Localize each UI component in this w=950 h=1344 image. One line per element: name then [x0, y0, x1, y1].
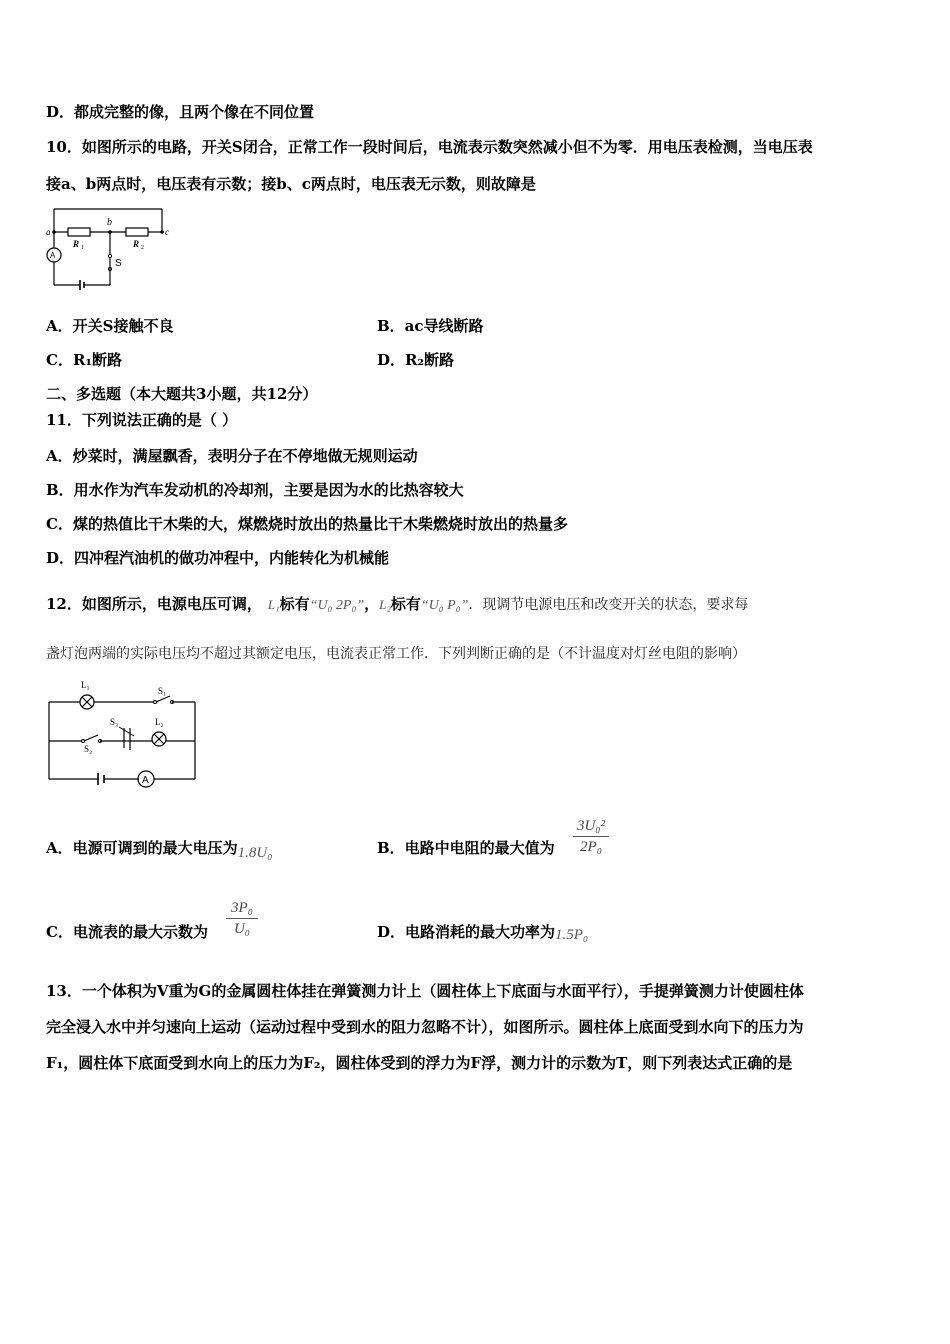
q13-line3: F₁，圆柱体下底面受到水向上的压力为F₂，圆柱体受到的浮力为F浮，测力计的示数为T，则下列表达式正确的是 [46, 1054, 793, 1072]
q12-option-c[interactable] [46, 922, 208, 942]
q10-option-b[interactable]: B．ac导线断路 [377, 317, 484, 335]
q10-label-r2: R [133, 239, 140, 249]
q12-label-s1: S₁ [158, 686, 167, 696]
q12-stem-suffix: ．现调节电源电压和改变开关的状态，要求每 [468, 597, 749, 613]
q10-label-b: b [107, 217, 112, 228]
q12-label-text-2: 标有 [390, 595, 421, 613]
q12-option-a-math: 1.8U₀ [237, 845, 273, 861]
q12-rating2: “U₀ P₀” [420, 598, 469, 613]
q12-l1: L₁ [267, 597, 280, 612]
q12-option-d[interactable] [377, 922, 588, 943]
q11-stem: 11．下列说法正确的是（ ） [46, 411, 238, 429]
q12-label-l1: L₁ [81, 680, 90, 690]
q12-ammeter-label: A [142, 775, 149, 786]
q12-option-c-denominator: U₀ [233, 921, 251, 937]
q10-switch-label: S [115, 258, 122, 269]
q10-stem-line1: 10．如图所示的电路，开关S闭合，正常工作一段时间后，电流表示数突然减小但不为零．用电压表检测，当电压表 [46, 138, 813, 156]
q13-line1: 13．一个体积为V重为G的金属圆柱体挂在弹簧测力计上（圆柱体上下底面与水面平行），手提弹簧测力计使圆柱体 [46, 982, 804, 1000]
q9-option-d[interactable]: D．都成完整的像，且两个像在不同位置 [46, 103, 315, 121]
q10-circuit-diagram [44, 203, 179, 293]
q12-option-d-text: D．电路消耗的最大功率为 [377, 923, 556, 941]
q12-option-d-math: 1.5P₀ [555, 927, 589, 943]
q10-ammeter-label: A [50, 251, 56, 260]
q10-label-r1: R [73, 239, 80, 249]
q12-option-c-text: C．电流表的最大示数为 [46, 923, 208, 941]
q12-label-text-1: 标有 [279, 595, 310, 613]
q12-label-s3: S₃ [110, 717, 119, 727]
q12-s3-blade [119, 727, 134, 736]
q12-option-b-denominator: 2P₀ [580, 839, 602, 855]
q11-option-b[interactable]: B．用水作为汽车发动机的冷却剂，主要是因为水的比热容较大 [46, 481, 464, 499]
q10-label-a: a [46, 227, 51, 237]
q10-label-r2-sub: 2 [141, 245, 144, 251]
q12-option-a[interactable] [46, 838, 272, 859]
q12-label-s2: S₂ [84, 744, 93, 754]
q10-option-c[interactable]: C．R₁断路 [46, 351, 122, 369]
q12-option-a-text: A．电源可调到的最大电压为 [46, 839, 238, 857]
q12-option-b-text: B．电路中电阻的最大值为 [377, 839, 555, 857]
q10-option-a[interactable]: A．开关S接触不良 [46, 317, 174, 335]
q10-label-c: c [165, 227, 169, 237]
q12-label-l2: L₂ [155, 717, 164, 727]
q13-line2: 完全浸入水中并匀速向上运动（运动过程中受到水的阻力忽略不计），如图所示。圆柱体上底面受到水向下的压力为 [46, 1018, 804, 1036]
q12-circuit-diagram [44, 678, 204, 790]
q12-option-c-fraction [226, 899, 258, 938]
q11-option-c[interactable]: C．煤的热值比干木柴的大，煤燃烧时放出的热量比干木柴燃烧时放出的热量多 [46, 515, 568, 533]
q11-option-d[interactable]: D．四冲程汽油机的做功冲程中，内能转化为机械能 [46, 549, 390, 567]
q12-l2: L₂ [379, 597, 391, 612]
section2-title: 二、多选题（本大题共3小题，共12分） [46, 385, 318, 403]
q12-option-b-fraction [573, 817, 609, 856]
q12-rating1: “U₀ 2P₀” [309, 598, 365, 613]
q12-comma: ， [364, 595, 380, 613]
q12-stem-line2: 盏灯泡两端的实际电压均不超过其额定电压，电流表正常工作．下列判断正确的是（不计温度对灯丝电阻的影响） [46, 646, 746, 662]
q12-stem-prefix: 12．如图所示，电源电压可调， [46, 595, 262, 613]
q12-option-b-numerator: 3U₀² [576, 818, 606, 834]
q12-option-b[interactable] [377, 838, 555, 858]
q10-label-r1-sub: 1 [81, 245, 84, 251]
q12-option-c-numerator: 3P₀ [231, 900, 253, 916]
q10-option-d[interactable]: D．R₂断路 [377, 351, 455, 369]
q11-option-a[interactable]: A．炒菜时，满屋飘香，表明分子在不停地做无规则运动 [46, 447, 418, 465]
q12-stem-line1 [46, 594, 748, 616]
q10-stem-line2: 接a、b两点时，电压表有示数；接b、c两点时，电压表无示数，则故障是 [46, 175, 536, 193]
